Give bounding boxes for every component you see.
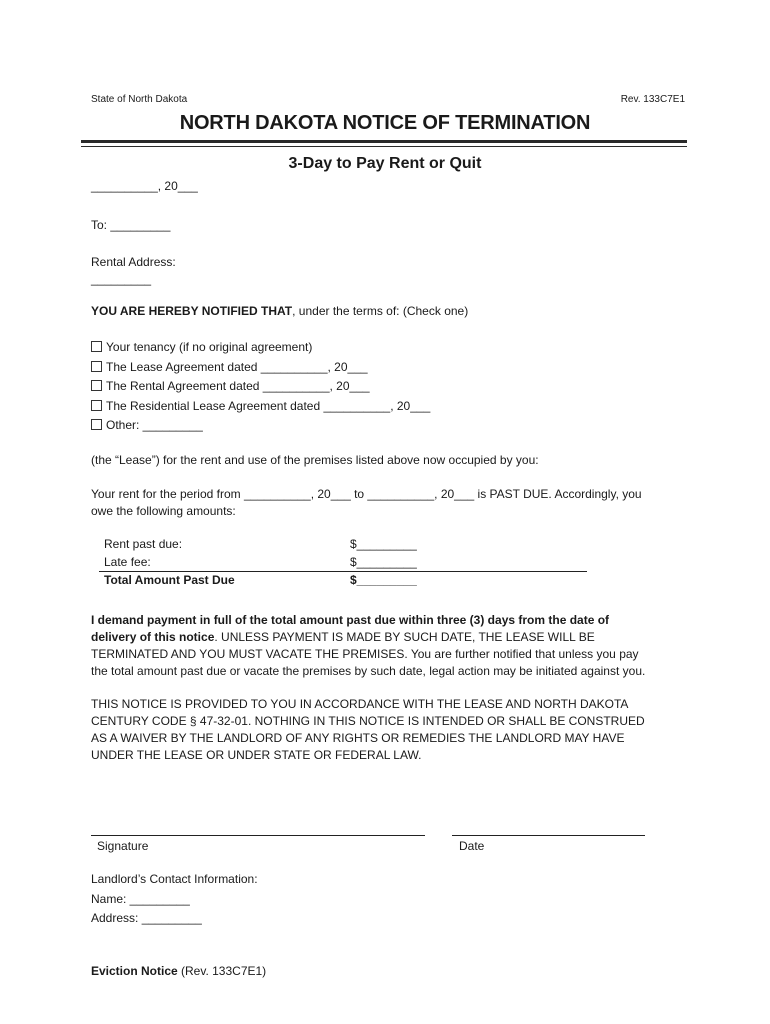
late-fee-value: $_________: [350, 555, 417, 569]
checkbox[interactable]: [91, 341, 102, 352]
landlord-address: Address: _________: [91, 911, 202, 925]
legal-notice-line2: CENTURY CODE § 47-32-01. NOTHING IN THIS NOTICE IS INTENDED OR SHALL BE CONSTRUED: [91, 714, 645, 728]
notice-intro-bold: YOU ARE HEREBY NOTIFIED THAT: [91, 304, 293, 318]
signature-label: Signature: [97, 839, 149, 853]
check-option-label: The Rental Agreement dated __________, 20___: [106, 379, 370, 393]
checkbox[interactable]: [91, 380, 102, 391]
title-rule-thin: [81, 146, 687, 147]
page-subtitle: 3-Day to Pay Rent or Quit: [288, 155, 482, 172]
rent-past-due-label: Rent past due:: [104, 537, 183, 551]
date-label: Date: [459, 839, 485, 853]
demand-line3: TERMINATED AND YOU MUST VACATE THE PREMISES. You are further notified that unless you pay: [91, 647, 639, 661]
footer-rest: (Rev. 133C7E1): [177, 964, 267, 978]
demand-line2-rest: . UNLESS PAYMENT IS MADE BY SUCH DATE, THE LEASE WILL BE: [214, 630, 595, 644]
state-header: State of North Dakota: [91, 94, 188, 105]
demand-line1: [91, 611, 609, 629]
rent-past-due-value: $_________: [350, 537, 417, 551]
rent-period-line2: owe the following amounts:: [91, 504, 236, 518]
checkbox[interactable]: [91, 419, 102, 430]
legal-notice-line1: THIS NOTICE IS PROVIDED TO YOU IN ACCORDANCE WITH THE LEASE AND NORTH DAKOTA: [91, 697, 629, 711]
lease-type-checklist: [91, 338, 430, 436]
revision-header: Rev. 133C7E1: [620, 94, 685, 105]
demand-bold-1: I demand payment in full of the total amount past due within three (3) days from the date of: [91, 613, 610, 627]
landlord-heading: Landlord’s Contact Information:: [91, 872, 258, 886]
page-title: NORTH DAKOTA NOTICE OF TERMINATION: [179, 112, 591, 134]
notice-intro: [91, 302, 468, 320]
rental-address-label: Rental Address:: [91, 255, 176, 269]
legal-notice-line4: UNDER THE LEASE OR UNDER STATE OR FEDERAL LAW.: [91, 748, 422, 762]
check-option-label: Your tenancy (if no original agreement): [106, 340, 313, 354]
total-past-due-value: $_________: [350, 573, 417, 587]
demand-bold-2: delivery of this notice: [91, 630, 215, 644]
check-option-other[interactable]: [91, 416, 430, 436]
check-option-rental-agreement[interactable]: [91, 377, 430, 397]
lease-sentence: (the “Lease”) for the rent and use of the premises listed above now occupied by you:: [91, 453, 539, 467]
checkbox[interactable]: [91, 400, 102, 411]
date-signature-line[interactable]: [452, 835, 645, 836]
title-rule-thick: [81, 140, 687, 143]
date-line: __________, 20___: [91, 179, 198, 193]
footer: [91, 962, 266, 980]
check-option-label: The Residential Lease Agreement dated __________, 20___: [106, 398, 431, 413]
signature-line[interactable]: [91, 835, 425, 836]
landlord-name: Name: _________: [91, 892, 190, 906]
demand-line4: the total amount past due or vacate the premises by such date, legal action may be initiated against you.: [91, 664, 646, 678]
legal-notice-line3: AS A WAIVER BY THE LANDLORD OF ANY RIGHTS OR REMEDIES THE LANDLORD MAY HAVE: [91, 731, 625, 745]
notice-intro-rest: , under the terms of: (Check one): [292, 304, 469, 318]
rent-period-line1: Your rent for the period from __________, 20___ to __________, 20___ is PAST DUE. Accordingly, you: [91, 487, 642, 501]
amount-total-rule: [99, 571, 587, 572]
check-option-residential-lease[interactable]: [91, 397, 430, 417]
to-line: To: _________: [91, 218, 171, 232]
check-option-label: Other: _________: [106, 418, 203, 432]
check-option-tenancy[interactable]: [91, 338, 430, 358]
rental-address-value: _________: [91, 272, 152, 286]
checkbox[interactable]: [91, 361, 102, 372]
late-fee-label: Late fee:: [104, 555, 151, 569]
demand-line2: [91, 628, 595, 646]
check-option-label: The Lease Agreement dated __________, 20___: [106, 359, 368, 374]
total-past-due-label: Total Amount Past Due: [104, 573, 235, 587]
footer-bold: Eviction Notice: [91, 964, 178, 978]
check-option-lease-agreement[interactable]: [91, 358, 430, 378]
